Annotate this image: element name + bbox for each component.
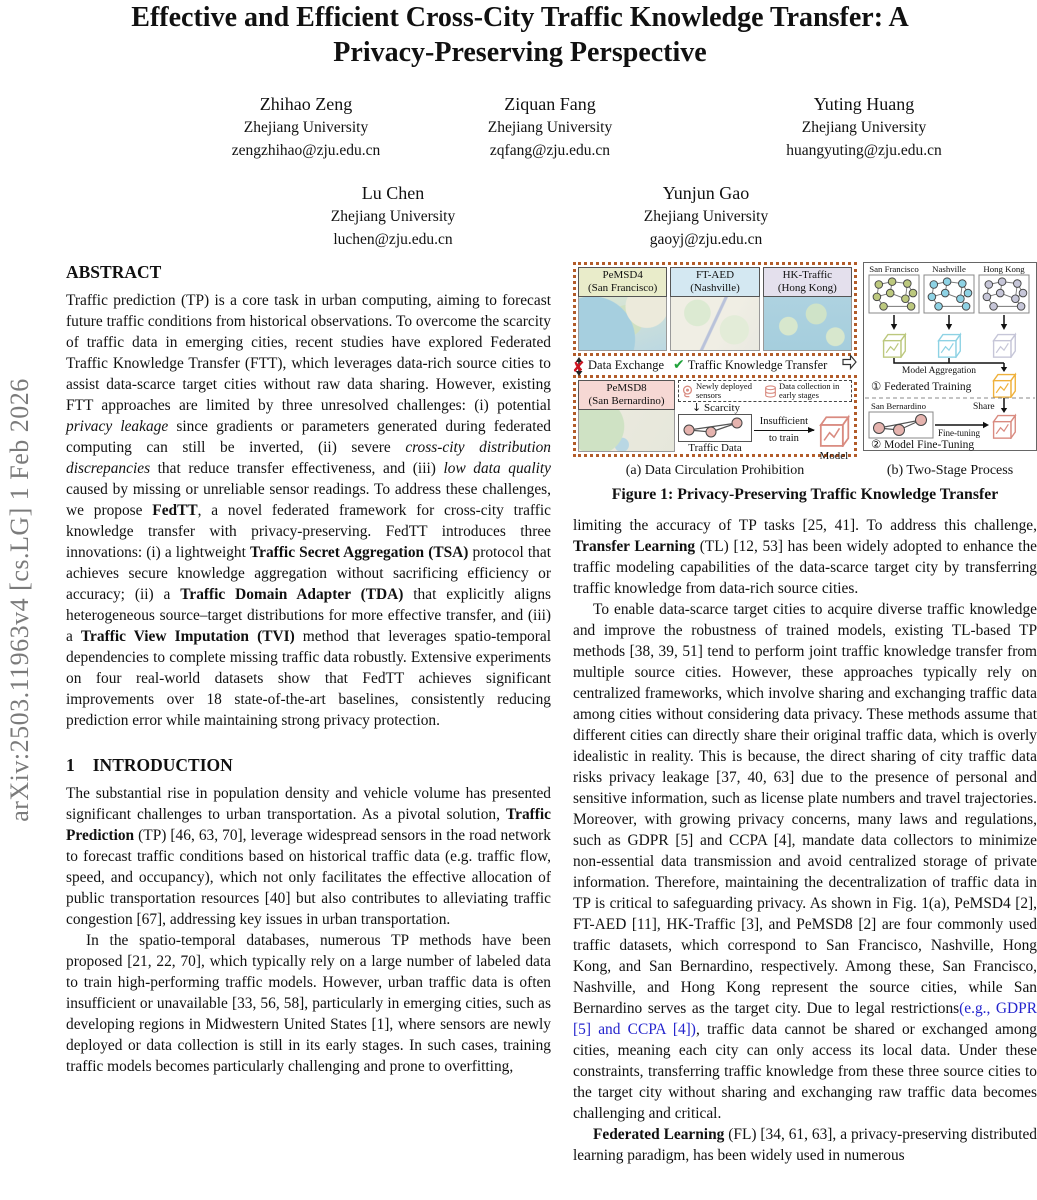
fine-tuning-label: Fine-tuning [938,428,980,438]
caption-panel-a: (a) Data Circulation Prohibition [625,463,805,478]
left-column [66,262,551,1077]
model-node [816,414,852,462]
author-block [415,92,685,162]
author-affiliation: Zhejiang University [487,119,613,136]
text-run: method that leverages spatio-temporal dependencies to complete missing traffic data robustly. Extensive experiments on four real-world datasets show that FedTT achieves significant improvements over 18 state-of-the-art baselines, consistently reducing prediction error while maintaining strong privacy protection. [66,628,551,729]
caption-panel-b: (b) Two-Stage Process [886,463,1014,478]
text-run: limiting the accuracy of TP tasks [25, 41]. To address this challenge, [573,517,1037,534]
data-collection-item [764,382,845,400]
dataset-card-hk-traffic [763,267,852,351]
dataset-city: (Nashville) [690,282,740,294]
double-arrow-icon [573,357,585,375]
text-run: Traffic Secret Aggregation (TSA) [250,544,469,561]
text-run: since gradients or parameters generated during federated computing can still be inverted, (ii) severe [66,418,551,456]
database-icon [764,385,777,398]
author-name: Ziquan Fang [504,94,596,114]
author-block [171,92,441,162]
author-name: Yuting Huang [813,94,915,114]
right-paragraph-3 [573,1124,1037,1166]
source-datasets-box [573,262,857,356]
scarcity-label: Scarcity [703,402,741,414]
map-san-francisco [578,297,667,351]
insufficient-flow [678,414,852,462]
mini-sensor-graph [679,415,751,439]
author-block [729,92,999,162]
section-number: 1 [66,755,75,775]
dataset-name: PeMSD4 [602,269,643,281]
local-model-cube-hong-kong [994,335,1016,358]
source-graphs [869,275,1029,313]
local-model-cube-nashville [939,335,961,358]
model-label: Model [819,450,849,462]
author-block [571,181,841,251]
exchange-strip [573,356,857,375]
text-run: (TL) [12, 53] has been widely adopted to enhance the traffic modeling capabilities of the data-scarce target city by transferring traffic knowledge from data-rich source cities. [573,538,1037,597]
map-nashville [670,297,759,351]
dataset-card-pemsd8 [578,380,675,452]
text-run: FedTT [152,502,198,519]
scarcity-label-row [678,402,852,414]
insufficient-arrow [754,414,814,445]
author-email: gaoyj@zju.edu.cn [649,231,763,248]
author-email: huangyuting@zju.edu.cn [786,142,942,159]
target-dataset-box [573,375,857,462]
author-email: zqfang@zju.edu.cn [489,142,611,159]
text-run: , traffic data cannot be shared or exchanged among cities, meaning each city can only access its local data. Under these constraints, transferring traffic knowledge from these three source cities to the target city without sharing and exchanging raw traffic data becomes challenging and critical. [573,1021,1037,1122]
figure-1 [573,262,1037,505]
map-hong-kong [763,297,852,351]
dataset-card-ftaed [670,267,759,351]
text-run: privacy leakage [66,418,169,435]
text-run: To enable data-scarce target cities to acquire diverse traffic knowledge and improve the robustness of trained models, existing TL-based TP methods [38, 39, 51] tend to perform joint traffic knowledge transfer from multiple source cities. However, these approaches typically rely on centralized frameworks, which involve sharing and exchanging traffic data among cities without considering data privacy. These methods assume that different cities can directly share their original traffic data, which is overly idealistic in reality. This is because, the direct sharing of city traffic data risks privacy leakage [37, 40, 63] due to the presence of personal and sensitive information, such as license plate numbers and travel trajectories. Moreover, with growing privacy concerns, many laws and regulations, such as GDPR [5] and CCPA [4], mandate data collectors to minimize non-essential data transmission and avoid centralized storage of private information. Therefore, maintaining the decentralization of traffic data in TP is critical to safeguarding privacy. As shown in Fig. 1(a), PeMSD4 [2], FT-AED [11], HK-Traffic [3], and PeMSD8 [2] are four commonly used traffic datasets, which correspond to San Francisco, Nashville, Hong Kong, and San Bernardino, respectively. Among these, San Francisco, Nashville, and Hong Kong represent the source cities, while San Bernardino serves as the target city. Due to legal restrictions [573,601,1037,1017]
text-run: In the spatio-temporal databases, numerous TP methods have been proposed [21, 22, 70], which typically rely on a large number of labeled data to train high-performing traffic models. However, urban traffic data is often insufficient or unavailable [33, 56, 58], particularly in emerging cities, such as developing regions in Midwestern United States [1], where sensors are newly deployed or data collection is still in its early stages. In such cases, training traffic models becomes particularly challenging and prone to overfitting, [66,932,551,1075]
citation-link[interactable]: (e.g., GDPR [5] and CCPA [4]) [573,1000,1037,1038]
dataset-name: PeMSD8 [606,382,647,394]
target-scarcity-flow [678,380,852,462]
abstract-text [66,290,551,731]
cross-icon: ✘ [572,357,585,376]
text-run: (FL) [34, 61, 63], a privacy-preserving distributed learning paradigm, has been widely used in numerous [573,1126,1037,1164]
sensor-camera-icon [681,385,694,398]
arrow-down-icon: ↓ [692,401,702,414]
author-affiliation: Zhejiang University [801,119,927,136]
stage2-label: ② Model Fine-Tuning [871,439,975,451]
figure-panels [572,262,1037,462]
city-label-nashville: Nashville [932,264,966,274]
fine-tuned-model-cube [994,416,1016,439]
dataset-city: (Hong Kong) [777,282,837,294]
text-run: caused by missing or unreliable sensor readings. To address these challenges, we propose [66,481,551,519]
traffic-data-label: Traffic Data [688,442,742,454]
text-run: low data quality [443,460,551,477]
san-bernardino-label: San Bernardino [871,401,926,411]
right-column [573,262,1037,1166]
text-run: Transfer Learning [573,538,696,555]
local-model-cube-sf [884,335,906,358]
dataset-label [670,267,759,297]
abstract-heading: ABSTRACT [66,262,162,282]
author-affiliation: Zhejiang University [243,119,369,136]
author-name: Zhihao Zeng [259,94,353,114]
figure-caption: Figure 1: Privacy-Preserving Traffic Knowledge Transfer [611,486,999,503]
model-cube-icon [816,414,852,447]
arxiv-watermark: arXiv:2503.11963v4 [cs.LG] 1 Feb 2026 [5,378,34,822]
dataset-label [578,267,667,297]
author-name: Lu Chen [361,183,425,203]
subfigure-captions [573,460,1037,481]
author-block [258,181,528,251]
insufficient-label-top: Insufficient [759,416,808,427]
text-run: protocol that achieves secure knowledge aggregation without sacrificing efficiency or accuracy; (ii) a [66,544,551,603]
text-run: that reduce transfer effectiveness, and (iii) [150,460,444,477]
text-run: (TP) [46, 63, 70], leverage widespread sensors in the road network to forecast traffic conditions based on historical traffic data (e.g. traffic flow, speed, and occupancy), which not only facilitates the effective allocation of public transportation resources [40] but also contributes to alleviating traffic congestion [67], addressing key issues in urban transportation. [66,827,551,928]
target-graph [869,412,933,438]
figure-panel-a [572,262,857,462]
intro-paragraph-2 [66,930,551,1077]
right-column-text [573,515,1037,1166]
arrow-right-icon [842,354,857,377]
paper-title-line2: Privacy-Preserving Perspective [333,37,707,68]
text-run: cross-city distribution discrepancies [66,439,551,477]
author-email: zengzhihao@zju.edu.cn [231,142,381,159]
section-title: INTRODUCTION [92,755,233,775]
author-affiliation: Zhejiang University [643,208,769,225]
text-run: Federated Learning [593,1126,725,1143]
traffic-data-node [678,414,752,454]
newly-deployed-label: Newly deployed sensors [696,381,752,400]
share-label: Share [973,402,995,412]
text-run: Traffic prediction (TP) is a core task in urban computing, aiming to forecast future traffic conditions from historical observations. To overcome the scarcity of traffic data in emerging cities, recent studies have explored Federated Traffic Knowledge Transfer (FTT), which leverages data-rich source cities to assist data-scarce target cities without raw data sharing. However, existing FTT approaches are limited by three unresolved challenges: (i) potential [66,292,551,414]
text-run: Traffic View Imputation (TVI) [80,628,295,645]
dataset-label [578,380,675,410]
text-run: , a novel federated framework for cross-city traffic knowledge transfer with privacy-preserving. FedTT introduces three innovations: (i) a lightweight [66,502,551,561]
right-paragraph-1 [573,515,1037,599]
figure-panel-b [863,262,1037,452]
aggregated-model-cube [994,375,1016,398]
city-label-hong-kong: Hong Kong [983,264,1025,274]
dataset-name: FT-AED [695,269,735,281]
dataset-label [763,267,852,297]
author-email: luchen@zju.edu.cn [333,231,453,248]
paper-title-line1: Effective and Efficient Cross-City Traffic Knowledge Transfer: A [131,2,909,33]
map-san-bernardino [578,410,675,452]
check-icon: ✔ [673,357,685,373]
data-collection-label: Data collection in early stages [779,381,840,400]
intro-paragraph-1 [66,783,551,930]
knowledge-transfer-label: Traffic Knowledge Transfer [687,358,828,372]
data-exchange-label: Data Exchange [588,358,665,372]
arrow-right-line [754,430,814,431]
dataset-city: (San Francisco) [587,282,658,294]
dataset-name: HK-Traffic [782,269,833,281]
traffic-data-graph [678,414,752,442]
author-affiliation: Zhejiang University [330,208,456,225]
paper-title [40,0,1000,70]
city-label-san-francisco: San Francisco [869,264,919,274]
text-run: that explicitly aligns heterogeneous source–target distributions for more effective transfer, and (iii) a [66,586,552,645]
right-paragraph-2 [573,599,1037,1124]
dataset-city: (San Bernardino) [588,395,665,407]
text-run: Traffic Domain Adapter (TDA) [180,586,404,603]
insufficient-label-bottom: to train [768,433,799,444]
text-run: The substantial rise in population density and vehicle volume has presented significant challenges to urban transportation. As a pivotal solution, [66,785,551,823]
author-name: Yunjun Gao [662,183,750,203]
scarcity-causes-box [678,380,852,402]
section-heading-introduction [66,755,551,776]
dataset-card-pemsd4 [578,267,667,351]
newly-deployed-item [681,382,762,400]
model-aggregation-label: Model Aggregation [901,366,977,376]
stage1-label: ① Federated Training [871,381,972,393]
text-run: Traffic Prediction [66,806,551,844]
